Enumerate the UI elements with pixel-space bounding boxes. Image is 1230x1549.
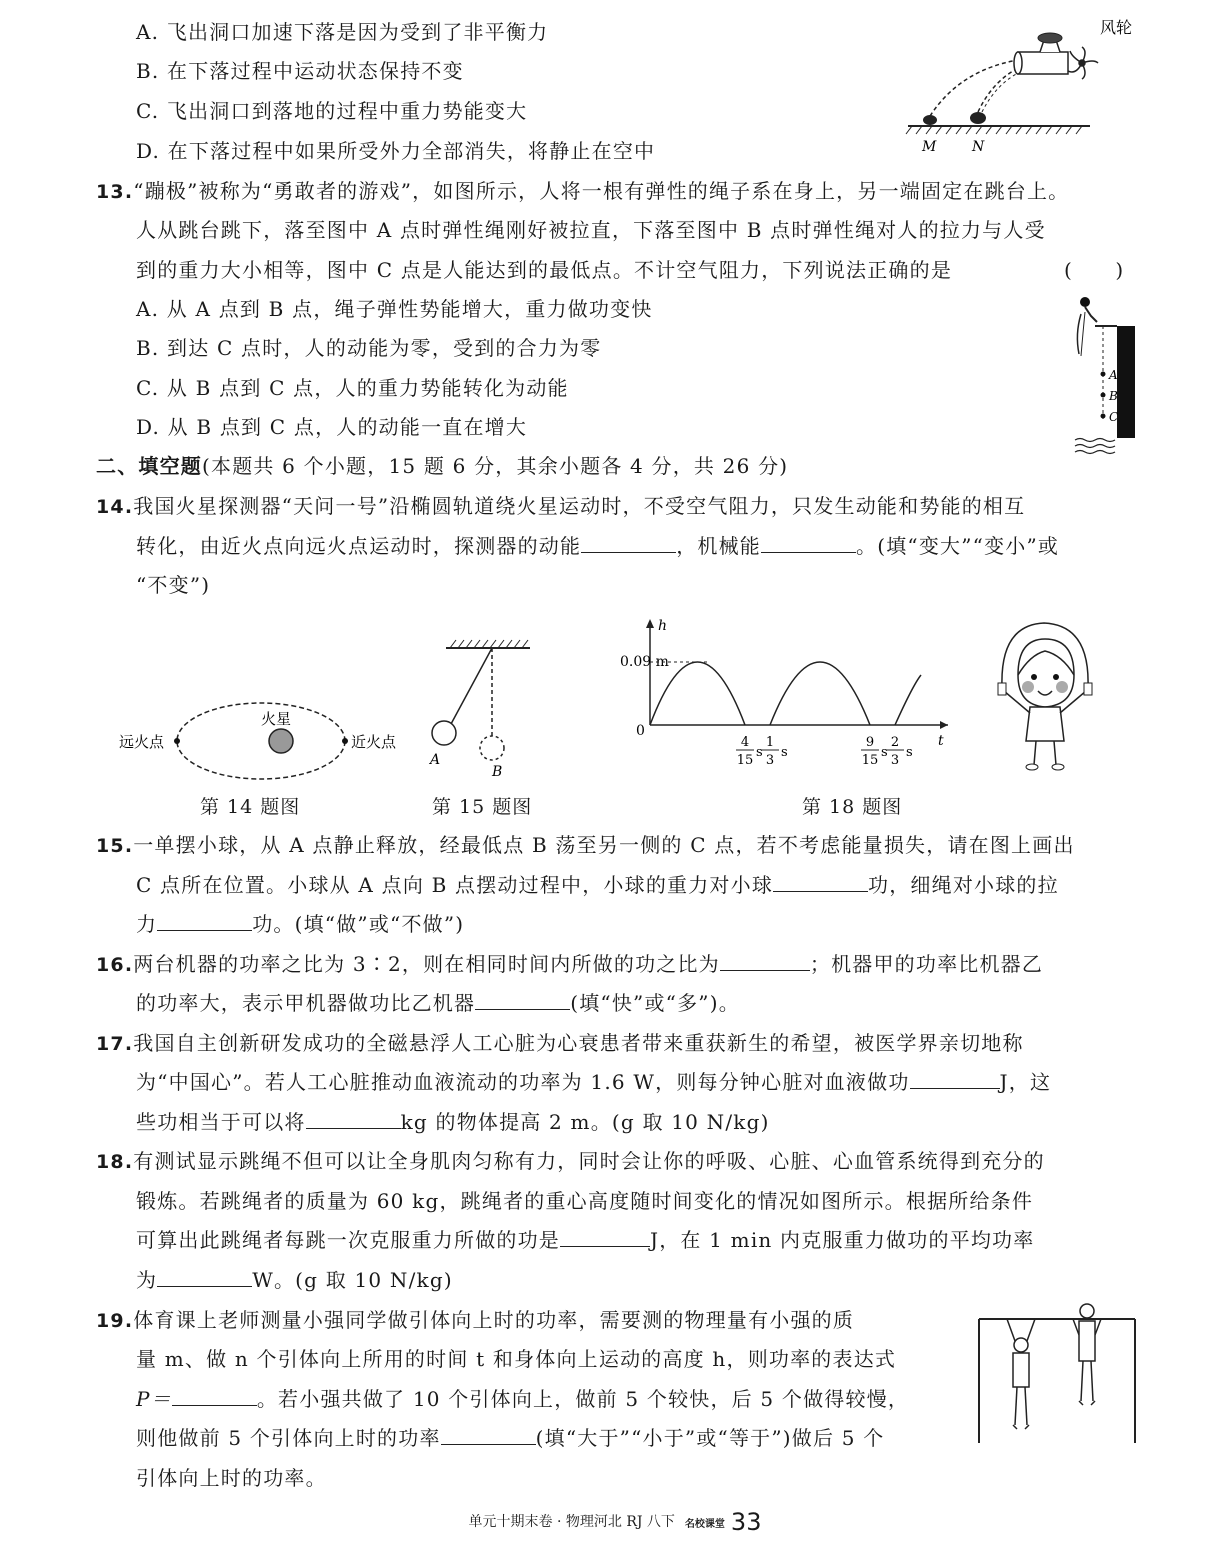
q17-blank-1[interactable] — [910, 1068, 1000, 1089]
q19-line-1: 19.体育课上老师测量小强同学做引体向上时的功率，需要测的物理量有小强的质 — [96, 1308, 855, 1332]
q17-line-1: 17.我国自主创新研发成功的全磁悬浮人工心脏为心衰患者带来重获新生的希望，被医学界亲切地称 — [96, 1031, 1024, 1055]
q13-point-b: B — [1109, 389, 1118, 403]
q12-n-label: N — [972, 139, 985, 155]
q17-blank-2[interactable] — [306, 1108, 401, 1129]
q16-blank-2[interactable] — [475, 989, 570, 1010]
svg-text:3: 3 — [890, 753, 900, 768]
fig18-graph — [610, 615, 950, 780]
fig15-caption: 第 15 题图 — [432, 796, 533, 818]
fig18-tick-4 — [886, 735, 913, 768]
q15-blank-1[interactable] — [773, 871, 868, 892]
jump-rope-girl-illustration — [990, 615, 1100, 775]
q13-number: 13. — [96, 181, 134, 203]
fig14-caption: 第 14 题图 — [200, 796, 301, 818]
q13-line-2: 人从跳台跳下，落至图中 A 点时弹性绳刚好被拉直，下落至图中 B 点时弹性绳对人的拉力与人受 — [136, 218, 1046, 242]
fig18-tick-1 — [736, 735, 763, 768]
q12-figure — [900, 10, 1140, 160]
q19-pullup-figure — [975, 1305, 1140, 1445]
q12-wind-label: 风轮 — [1100, 18, 1133, 37]
q13-answer-paren: ( ) — [1064, 258, 1125, 282]
q15-line-3: 力 功。(填“做”或“不做”) — [136, 912, 465, 936]
fig14-orbit — [115, 690, 395, 790]
fig18-caption: 第 18 题图 — [802, 796, 903, 818]
q19-line-5: 引体向上时的功率。 — [136, 1466, 327, 1490]
q12-option-b: B. 在下落过程中运动状态保持不变 — [136, 59, 464, 83]
q12-m-label: M — [922, 139, 937, 155]
q19-line-4: 则他做前 5 个引体向上时的功率 (填“大于”“小于”或“等于”)做后 5 个 — [136, 1426, 885, 1450]
svg-text:2: 2 — [890, 735, 900, 750]
q13-option-b: B. 到达 C 点时，人的动能为零，受到的合力为零 — [136, 336, 602, 360]
q15-blank-2[interactable] — [157, 910, 252, 931]
section-2-heading — [96, 452, 788, 480]
svg-text:s: s — [781, 745, 788, 760]
q14-line-3: “不变”) — [136, 573, 211, 597]
svg-text:s: s — [756, 745, 763, 760]
svg-text:1: 1 — [765, 735, 775, 750]
q16-blank-1[interactable] — [720, 950, 810, 971]
q13-option-d: D. 从 B 点到 C 点，人的动能一直在增大 — [136, 415, 528, 439]
svg-text:3: 3 — [765, 753, 775, 768]
svg-text:9: 9 — [865, 735, 875, 750]
q13-point-a: A — [1109, 368, 1118, 382]
q18-blank-2[interactable] — [157, 1266, 252, 1287]
section-2-title: 二、填空题 — [96, 454, 202, 478]
fig18-ymark: 0.09 m — [620, 654, 669, 670]
fig18-tick-3 — [861, 735, 888, 768]
svg-text:15: 15 — [736, 753, 754, 768]
q17-line-2: 为“中国心”。若人工心脏推动血液流动的功率为 1.6 W，则每分钟心脏对血液做功 J，这 — [136, 1070, 1052, 1094]
page-number: 33 — [730, 1508, 762, 1536]
q18-blank-1[interactable] — [560, 1226, 650, 1247]
q14-line-2: 转化，由近火点向远火点运动时，探测器的动能 ，机械能 。(填“变大”“变小”或 — [136, 534, 1060, 558]
q15-line-1: 15.一单摆小球，从 A 点静止释放，经最低点 B 荡至另一侧的 C 点，若不考虑能量损失，请在图上画出 — [96, 833, 1075, 857]
q13-line-3: 到的重力大小相等，图中 C 点是人能达到的最低点。不计空气阻力，下列说法正确的是 — [136, 258, 953, 282]
q19-blank-2[interactable] — [441, 1424, 536, 1445]
footer-text: 单元十期末卷 · 物理河北 RJ 八下 — [468, 1514, 675, 1530]
q19-line-3: P＝ 。若小强共做了 10 个引体向上，做前 5 个较快，后 5 个做得较慢， — [136, 1387, 910, 1411]
q13-line-1: 13.“蹦极”被称为“勇敢者的游戏”，如图所示，人将一根有弹性的绳子系在身上，另一端固定在跳台上。 — [96, 179, 1070, 203]
q13-point-c: C — [1109, 410, 1119, 424]
svg-text:s: s — [881, 745, 888, 760]
q14-blank-2[interactable] — [761, 532, 856, 553]
fig14-mars-label: 火星 — [261, 710, 292, 728]
fig18-xlabel: t — [938, 733, 944, 749]
q19-line-2: 量 m、做 n 个引体向上所用的时间 t 和身体向上运动的高度 h，则功率的表达式 — [136, 1347, 897, 1371]
svg-text:4: 4 — [740, 735, 750, 750]
q17-line-3: 些功相当于可以将 kg 的物体提高 2 m。(g 取 10 N/kg) — [136, 1110, 770, 1134]
page-footer — [0, 1508, 1230, 1536]
q14-line-1: 14.我国火星探测器“天问一号”沿椭圆轨道绕火星运动时，不受空气阻力，只发生动能和势能的相互 — [96, 494, 1026, 518]
q12-option-c: C. 飞出洞口到落地的过程中重力势能变大 — [136, 99, 528, 123]
fig14-near-point: 近火点 — [351, 733, 397, 751]
fig15-pendulum — [420, 630, 540, 780]
fig15-point-b: B — [492, 764, 503, 780]
q16-line-1: 16.两台机器的功率之比为 3∶2，则在相同时间内所做的功之比为 ；机器甲的功率比机器乙 — [96, 952, 1044, 976]
q18-line-1: 18.有测试显示跳绳不但可以让全身肌肉匀称有力，同时会让你的呼吸、心脏、心血管系统得到充分的 — [96, 1149, 1045, 1173]
q12-option-d: D. 在下落过程中如果所受外力全部消失，将静止在空中 — [136, 139, 656, 163]
q14-blank-1[interactable] — [581, 532, 676, 553]
fig15-point-a: A — [430, 752, 441, 768]
q18-line-3: 可算出此跳绳者每跳一次克服重力所做的功是 J，在 1 min 内克服重力做功的平均功率 — [136, 1228, 1035, 1252]
q15-line-2: C 点所在位置。小球从 A 点向 B 点摆动过程中，小球的重力对小球 功，细绳对小球的拉 — [136, 873, 1059, 897]
footer-brand: 名校课堂 — [684, 1518, 725, 1530]
q16-line-2: 的功率大，表示甲机器做功比乙机器 (填“快”或“多”)。 — [136, 991, 740, 1015]
svg-text:s: s — [906, 745, 913, 760]
fig18-origin: 0 — [636, 723, 645, 739]
fig18-tick-2 — [761, 735, 788, 768]
q18-line-2: 锻炼。若跳绳者的质量为 60 kg，跳绳者的重心高度随时间变化的情况如图所示。根据所给条件 — [136, 1189, 1034, 1213]
section-2-detail: (本题共 6 个小题，15 题 6 分，其余小题各 4 分，共 26 分) — [202, 454, 789, 478]
fig14-far-point: 远火点 — [119, 733, 165, 751]
q13-figure — [1065, 292, 1145, 462]
q19-blank-1[interactable] — [172, 1385, 257, 1406]
fig18-ylabel: h — [658, 618, 668, 634]
q13-option-a: A. 从 A 点到 B 点，绳子弹性势能增大，重力做功变快 — [136, 297, 653, 321]
q18-line-4: 为 W。(g 取 10 N/kg) — [136, 1268, 453, 1292]
q13-option-c: C. 从 B 点到 C 点，人的重力势能转化为动能 — [136, 376, 569, 400]
svg-text:15: 15 — [861, 753, 879, 768]
q12-option-a: A. 飞出洞口加速下落是因为受到了非平衡力 — [136, 20, 549, 44]
